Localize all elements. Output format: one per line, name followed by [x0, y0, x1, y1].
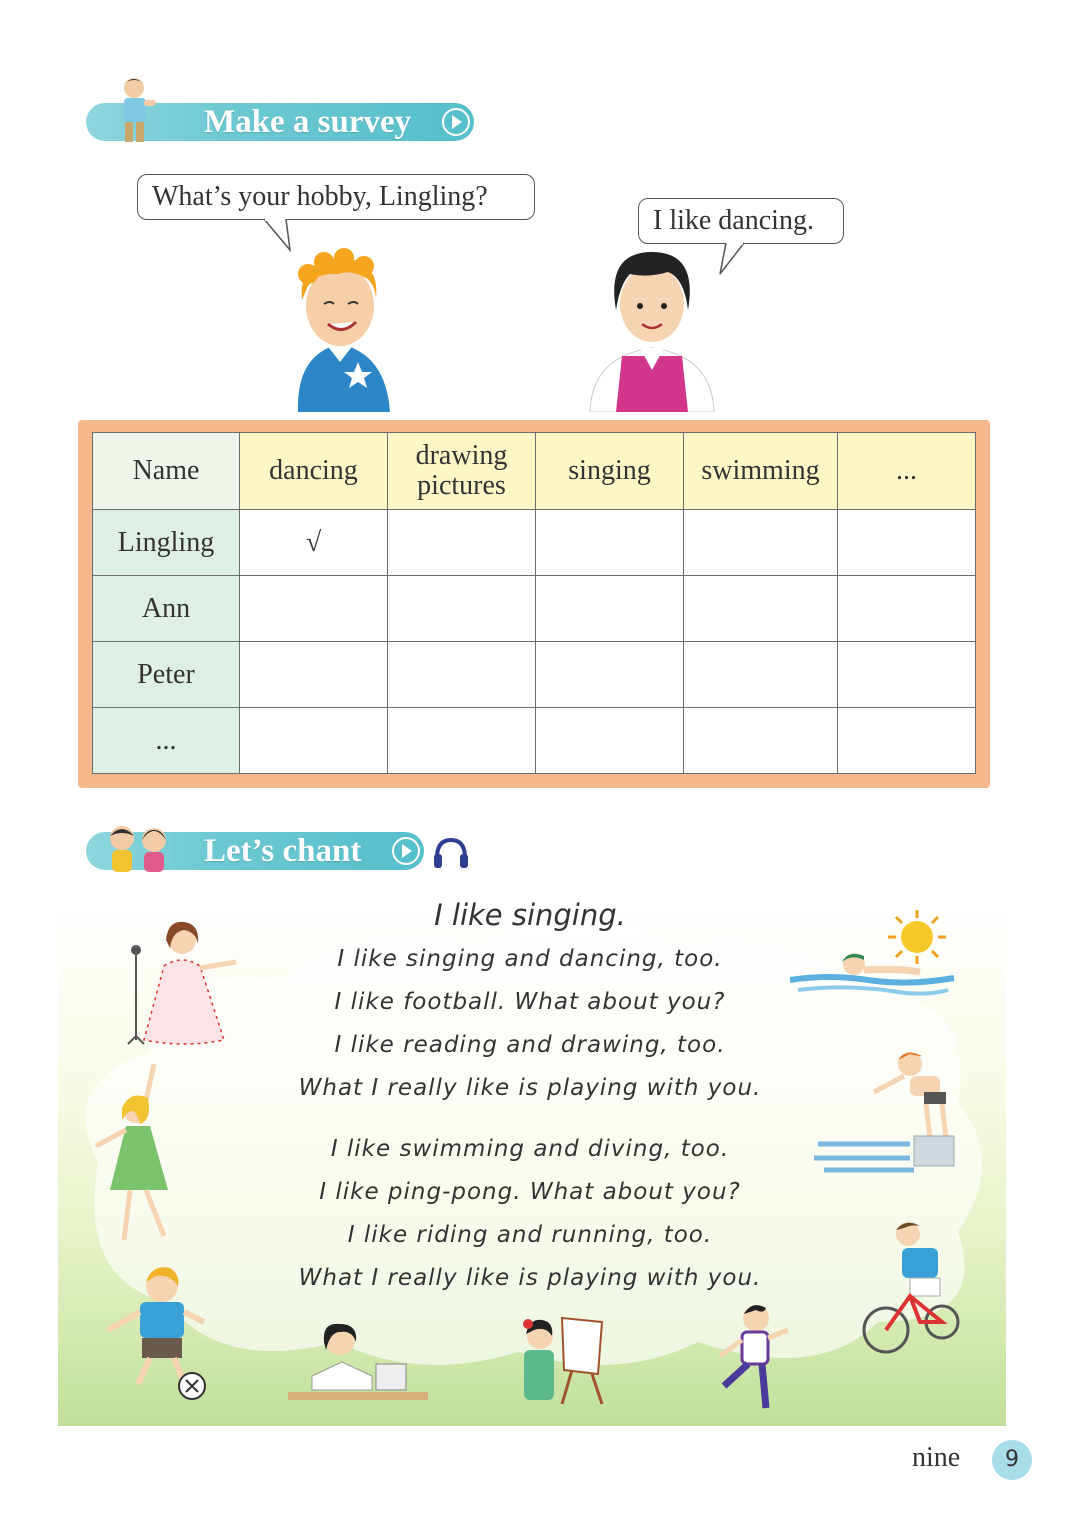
page-number-word: nine [912, 1442, 961, 1473]
table-cell[interactable] [838, 576, 976, 642]
speech-bubble-answer [638, 198, 844, 244]
header-drawing-pictures [388, 433, 536, 510]
table-cell[interactable] [536, 576, 684, 642]
two-kids-mascot-illustration [100, 822, 180, 876]
curly-haired-boy-illustration [278, 244, 404, 412]
arrow-right-icon [392, 837, 420, 865]
running-boy-illustration [708, 1300, 798, 1420]
section-title: Make a survey [204, 104, 412, 140]
table-cell[interactable] [536, 708, 684, 774]
row-name: ... [93, 708, 240, 774]
speech-bubble-question [137, 174, 535, 220]
table-row [93, 642, 976, 708]
cycling-boy-illustration [862, 1218, 962, 1360]
table-cell[interactable] [838, 708, 976, 774]
answer-text: I like dancing. [653, 205, 814, 236]
chant-line: What I really like is playing with you. [298, 1075, 762, 1101]
dancing-girl-illustration [90, 1060, 190, 1246]
arrow-right-icon [442, 108, 470, 136]
table-cell[interactable] [838, 642, 976, 708]
section-title: Let’s chant [204, 833, 362, 869]
table-cell[interactable] [536, 642, 684, 708]
header-swimming: swimming [684, 433, 838, 510]
row-name: Lingling [93, 510, 240, 576]
table-cell[interactable] [240, 576, 388, 642]
header-singing: singing [536, 433, 684, 510]
table-cell[interactable] [388, 576, 536, 642]
page-number-badge: 9 [992, 1440, 1032, 1480]
table-header-row [93, 433, 976, 510]
chant-line: I like swimming and diving, too. [330, 1136, 730, 1162]
chant-line: I like singing and dancing, too. [337, 946, 723, 972]
table-cell[interactable] [240, 642, 388, 708]
table-cell[interactable] [684, 576, 838, 642]
reading-girl-illustration [282, 1320, 432, 1406]
table-cell[interactable] [536, 510, 684, 576]
table-cell[interactable] [684, 708, 838, 774]
table-cell[interactable] [388, 510, 536, 576]
table-cell[interactable] [838, 510, 976, 576]
lingling-girl-illustration [584, 244, 720, 412]
table-cell[interactable] [240, 708, 388, 774]
table-row [93, 576, 976, 642]
header-name: Name [93, 433, 240, 510]
chant-line: What I really like is playing with you. [298, 1265, 762, 1291]
table-row [93, 510, 976, 576]
header-dancing: dancing [240, 433, 388, 510]
drawing-girl-illustration [512, 1312, 612, 1406]
header-more: ... [838, 433, 976, 510]
table-cell[interactable] [388, 708, 536, 774]
table-row [93, 708, 976, 774]
chant-line: I like ping-pong. What about you? [319, 1179, 741, 1205]
table-cell[interactable] [388, 642, 536, 708]
header-drawing-line1: drawing [415, 440, 508, 471]
header-drawing-line2: pictures [417, 470, 506, 501]
survey-table [92, 432, 976, 774]
question-text: What’s your hobby, Lingling? [152, 181, 488, 212]
row-name: Ann [93, 576, 240, 642]
chant-line: I like football. What about you? [334, 989, 726, 1015]
table-cell[interactable] [684, 642, 838, 708]
headphones-icon [432, 836, 470, 870]
table-cell[interactable]: √ [240, 510, 388, 576]
chant-line: I like riding and running, too. [347, 1222, 713, 1248]
chant-title: I like singing. [434, 898, 626, 932]
row-name: Peter [93, 642, 240, 708]
chant-line: I like reading and drawing, too. [334, 1032, 726, 1058]
table-cell[interactable] [684, 510, 838, 576]
chant-verse-1 [200, 938, 860, 1110]
boy-mascot-illustration [112, 74, 162, 148]
chant-verse-2 [200, 1128, 860, 1300]
bubble-tail-answer [716, 242, 756, 276]
